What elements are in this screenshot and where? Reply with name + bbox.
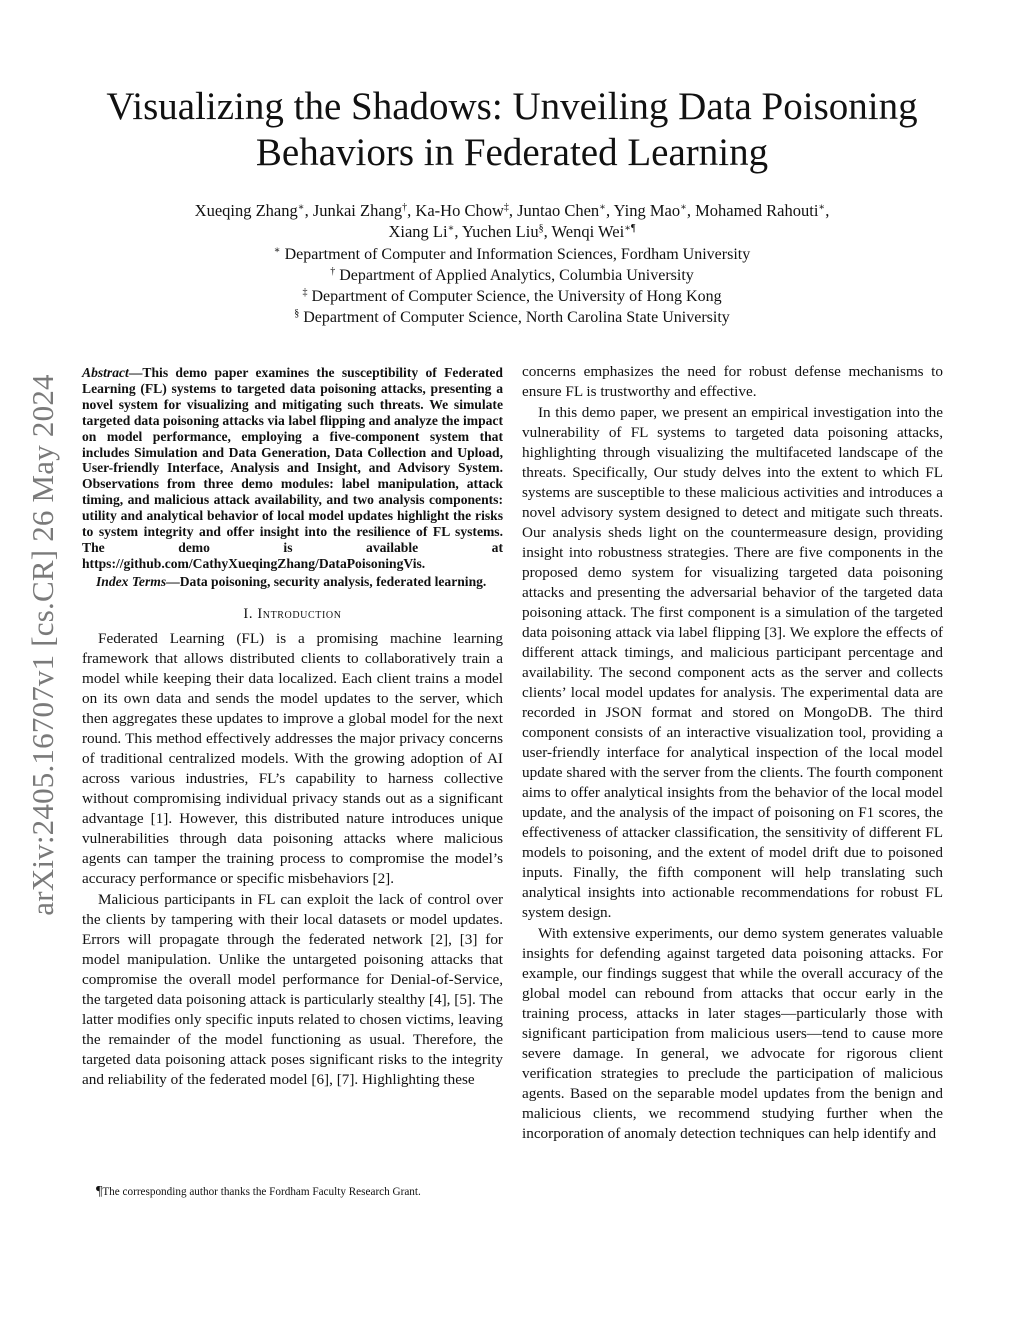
author: Wenqi Wei∗¶	[551, 222, 636, 241]
author: Ka-Ho Chow‡,	[415, 201, 518, 220]
right-paragraph-1: concerns emphasizes the need for robust defense mechanisms to ensure FL is trustworthy and effective.	[522, 363, 943, 400]
index-terms-label: Index Terms	[96, 573, 167, 589]
author: Ying Mao∗,	[613, 201, 696, 220]
affiliation: ∗ Department of Computer and Information Sciences, Fordham University	[273, 245, 751, 263]
affiliation: § Department of Computer Science, North Carolina State University	[294, 308, 730, 326]
left-column	[82, 365, 503, 1090]
right-paragraph-3: With extensive experiments, our demo system generates valuable insights for defending against targeted data poisoning attacks. For example, our findings suggest that while the overall accuracy of the global model can rebound from attacks that occur early in the training process, attacks in later stages—particularly those with significant participation from malicious users—tend to cause more severe damage. In general, we advocate for rigorous client verification strategies to preclude the participation of malicious agents. Based on the separable model updates from the benign and malicious clients, we recommend studying further when the incorporation of anomaly detection techniques can help identify and	[522, 925, 943, 1142]
footnote	[96, 1185, 516, 1199]
title-line-1: Visualizing the Shadows: Unveiling Data Poisoning	[106, 85, 918, 128]
arxiv-sidebar	[25, 340, 60, 950]
affiliation-list	[80, 244, 944, 328]
intro-paragraph-2: Malicious participants in FL can exploit the lack of control over the clients by tampering with their local datasets or model updates. Errors will propagate through the federated network [2], [3] for model manipulation. Unlike the untargeted poisoning attacks that compromise the overall model performance for Denial-of-Service, the targeted data poisoning attack is particularly stealthy [4], [5]. The latter modifies only specific inputs related to chosen victims, leaving the remainder of the model functioning as usual. Therefore, the targeted data poisoning attack poses significant risks to the integrity and reliability of the federated model [6], [7]. Highlighting these	[82, 890, 503, 1088]
section-title: Introduction	[257, 605, 342, 622]
arxiv-id: arXiv:2405.16707v1 [cs.CR] 26 May 2024	[25, 374, 60, 916]
right-paragraph-2: In this demo paper, we present an empirical investigation into the vulnerability of FL systems to targeted data poisoning attacks, highlighting through visualizing the multifaceted landscape of the threats. Specifically, Our study delves into the extent to which FL systems are susceptible to these malicious activities and introduces a novel advisory system designed to detect and mitigate such threats. Our analysis sheds light on the countermeasure design, providing insight into robustness strategies. There are five components in the proposed demo system for visualizing targeted data poisoning attacks and presenting the adversarial behavior of the targeted data poisoning attack. The first component is a simulation of the targeted data poisoning attack via label flipping [3]. We explore the effects of different attack timings, and malicious participant percentage and availability. The second component acts as the server and collects clients’ local model updates for analysis. The experimental data are recorded in JSON format and stored on MongoDB. The third component consists of an interactive visualization tool, providing a user-friendly interface for analytical inspection of the local model update shared with the server from the clients. The fourth component aims to offer analytical insights from the behavior of the local model update, and the analysis of the impact of poisoning on F1 scores, the effectiveness of attacker classification, the sensitivity of different FL models to poisoning, and the extent of model drift due to poisoned inputs. Finally, the fifth component will help translating such analytical insights into actionable recommendations for robust FL system design.	[522, 404, 943, 921]
right-column	[522, 362, 943, 1144]
index-terms-text: —Data poisoning, security analysis, federated learning.	[166, 573, 487, 589]
abstract-label: Abstract	[82, 365, 129, 380]
author: Mohamed Rahouti∗,	[695, 201, 830, 220]
author: Xiang Li∗,	[388, 222, 463, 241]
abstract-text: —This demo paper examines the susceptibility of Federated Learning (FL) systems to targeted data poisoning attacks, presenting a novel system for visualizing and mitigating such threats. We simulate targeted data poisoning attacks via label flipping and analyze the impact on model performance, employing a five-component system that includes Simulation and Data Generation, Data Collection and Upload, User-friendly Interface, Analysis and Insight, and Advisory System. Observations from three demo modules: label manipulation, attack timing, and malicious attack availability, and two analysis components: utility and analytical behavior of local model updates highlight the risks to system integrity and offer insight into the resilience of FL systems. The demo is available at https://github.com/CathyXueqingZhang/DataPoisoningVis.	[82, 365, 503, 571]
abstract	[82, 365, 503, 572]
author: Yuchen Liu§,	[462, 222, 552, 241]
author: Junkai Zhang†,	[312, 201, 416, 220]
author-list	[80, 200, 944, 242]
section-number: I.	[243, 605, 254, 622]
author: Juntao Chen∗,	[517, 201, 614, 220]
section-heading	[82, 606, 503, 623]
author: Xueqing Zhang∗,	[194, 201, 313, 220]
intro-paragraph-1: Federated Learning (FL) is a promising machine learning framework that allows distributed clients to collaboratively train a model while keeping their data localized. Each client trains a model on its own data and sends the model updates to the server, which then aggregates these updates to improve a global model for the next round. This method effectively addresses the major privacy concerns of traditional centralized models. With the growing adoption of AI across various industries, FL’s capability to harness collective without compromising individual privacy stands out as a significant advantage [1]. However, this distributed nature introduces unique vulnerabilities through data poisoning attacks where malicious agents can tamper the training process to compromise the model’s accuracy performance or specific misbehaviors [2].	[82, 629, 503, 887]
affiliation: † Department of Applied Analytics, Columbia University	[330, 266, 694, 284]
footnote-text: The corresponding author thanks the Fordham Faculty Research Grant.	[102, 1186, 421, 1198]
footnote-mark: ¶	[96, 1184, 103, 1199]
index-terms	[82, 574, 503, 590]
title-line-2: Behaviors in Federated Learning	[255, 131, 769, 174]
paper-title	[60, 84, 964, 176]
affiliation: ‡ Department of Computer Science, the University of Hong Kong	[302, 287, 722, 305]
